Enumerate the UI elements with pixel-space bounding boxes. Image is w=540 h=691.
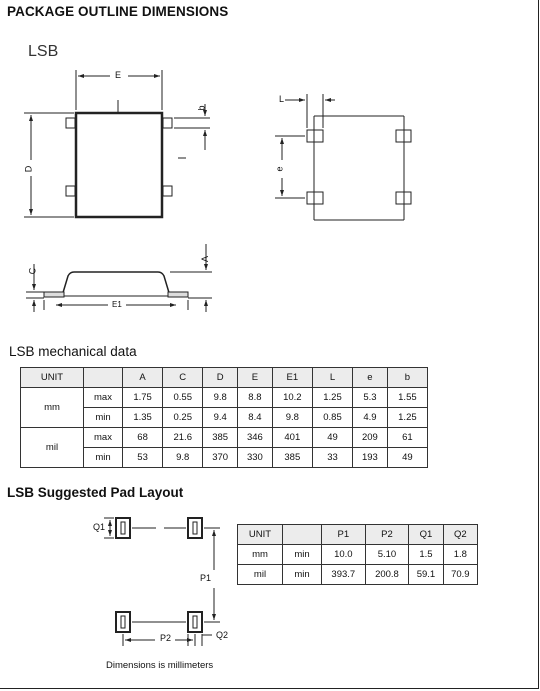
value-cell: 10.0: [322, 545, 366, 565]
header-cell: L: [312, 368, 352, 388]
header-cell: UNIT: [238, 525, 283, 545]
dim-label-e: E: [115, 70, 122, 80]
header-cell: E1: [272, 368, 312, 388]
value-cell: 393.7: [322, 565, 366, 585]
value-cell: 0.55: [163, 388, 203, 408]
value-cell: 1.5: [409, 545, 443, 565]
header-cell: Q1: [409, 525, 443, 545]
limit-cell: max: [84, 388, 123, 408]
dim-label-q1: Q1: [93, 522, 106, 532]
value-cell: 49: [387, 448, 427, 468]
header-cell: C: [163, 368, 203, 388]
value-cell: 385: [272, 448, 312, 468]
dim-label-pitch: e: [274, 166, 285, 172]
header-cell: P1: [322, 525, 366, 545]
value-cell: 8.4: [238, 408, 273, 428]
unit-cell: mil: [21, 428, 84, 468]
value-cell: 33: [312, 448, 352, 468]
value-cell: 346: [238, 428, 273, 448]
value-cell: 4.9: [353, 408, 388, 428]
value-cell: 1.8: [443, 545, 477, 565]
value-cell: 9.8: [272, 408, 312, 428]
table-header-row: [238, 525, 478, 545]
value-cell: 49: [312, 428, 352, 448]
value-cell: 193: [353, 448, 388, 468]
header-cell: A: [123, 368, 163, 388]
value-cell: 1.25: [312, 388, 352, 408]
header-cell: UNIT: [21, 368, 84, 388]
dim-label-p2: P2: [160, 633, 172, 643]
table-row: [21, 428, 428, 448]
value-cell: 9.8: [163, 448, 203, 468]
dim-label-d: D: [23, 165, 34, 173]
value-cell: 5.10: [365, 545, 409, 565]
value-cell: 61: [387, 428, 427, 448]
dim-label-e1: E1: [112, 300, 122, 309]
page-title: PACKAGE OUTLINE DIMENSIONS: [7, 4, 229, 19]
value-cell: 5.3: [353, 388, 388, 408]
value-cell: 8.8: [238, 388, 273, 408]
lead: [66, 118, 75, 128]
header-cell: e: [353, 368, 388, 388]
value-cell: 1.35: [123, 408, 163, 428]
table-row: [238, 565, 478, 585]
limit-cell: min: [283, 565, 322, 585]
value-cell: 9.4: [203, 408, 238, 428]
value-cell: 0.85: [312, 408, 352, 428]
value-cell: 209: [353, 428, 388, 448]
lead: [66, 186, 75, 196]
pad-layout-title: LSB Suggested Pad Layout: [7, 485, 184, 500]
limit-cell: max: [84, 428, 123, 448]
dim-label-p1: P1: [200, 573, 212, 583]
value-cell: 200.8: [365, 565, 409, 585]
header-cell: [84, 368, 123, 388]
package-name: LSB: [28, 43, 59, 60]
dim-label-c: C: [27, 267, 38, 275]
unit-cell: mm: [21, 388, 84, 428]
table-row: [238, 545, 478, 565]
header-cell: E: [238, 368, 273, 388]
dim-label-q2: Q2: [216, 630, 229, 640]
lead: [163, 118, 172, 128]
top-view-body: [76, 113, 162, 217]
value-cell: 401: [272, 428, 312, 448]
table-header-row: [21, 368, 428, 388]
pad-layout-table: [237, 524, 478, 585]
value-cell: 21.6: [163, 428, 203, 448]
value-cell: 53: [123, 448, 163, 468]
value-cell: 330: [238, 448, 273, 468]
header-cell: D: [203, 368, 238, 388]
mech-data-title: LSB mechanical data: [9, 344, 137, 359]
dim-label-l: L: [279, 94, 285, 104]
header-cell: Q2: [443, 525, 477, 545]
value-cell: 59.1: [409, 565, 443, 585]
limit-cell: min: [84, 448, 123, 468]
dim-label-a: A: [200, 255, 211, 263]
unit-cell: mm: [238, 545, 283, 565]
value-cell: 10.2: [272, 388, 312, 408]
mechanical-data-table: [20, 367, 428, 468]
value-cell: 0.25: [163, 408, 203, 428]
value-cell: 68: [123, 428, 163, 448]
value-cell: 70.9: [443, 565, 477, 585]
header-cell: b: [387, 368, 427, 388]
value-cell: 1.25: [387, 408, 427, 428]
value-cell: 1.55: [387, 388, 427, 408]
value-cell: 385: [203, 428, 238, 448]
value-cell: 370: [203, 448, 238, 468]
value-cell: 1.75: [123, 388, 163, 408]
lead: [163, 186, 172, 196]
unit-cell: mil: [238, 565, 283, 585]
value-cell: 9.8: [203, 388, 238, 408]
header-cell: [283, 525, 322, 545]
limit-cell: min: [283, 545, 322, 565]
table-row: [21, 388, 428, 408]
units-note: Dimensions is millimeters: [106, 660, 214, 671]
limit-cell: min: [84, 408, 123, 428]
header-cell: P2: [365, 525, 409, 545]
dim-label-b: b: [196, 105, 207, 111]
